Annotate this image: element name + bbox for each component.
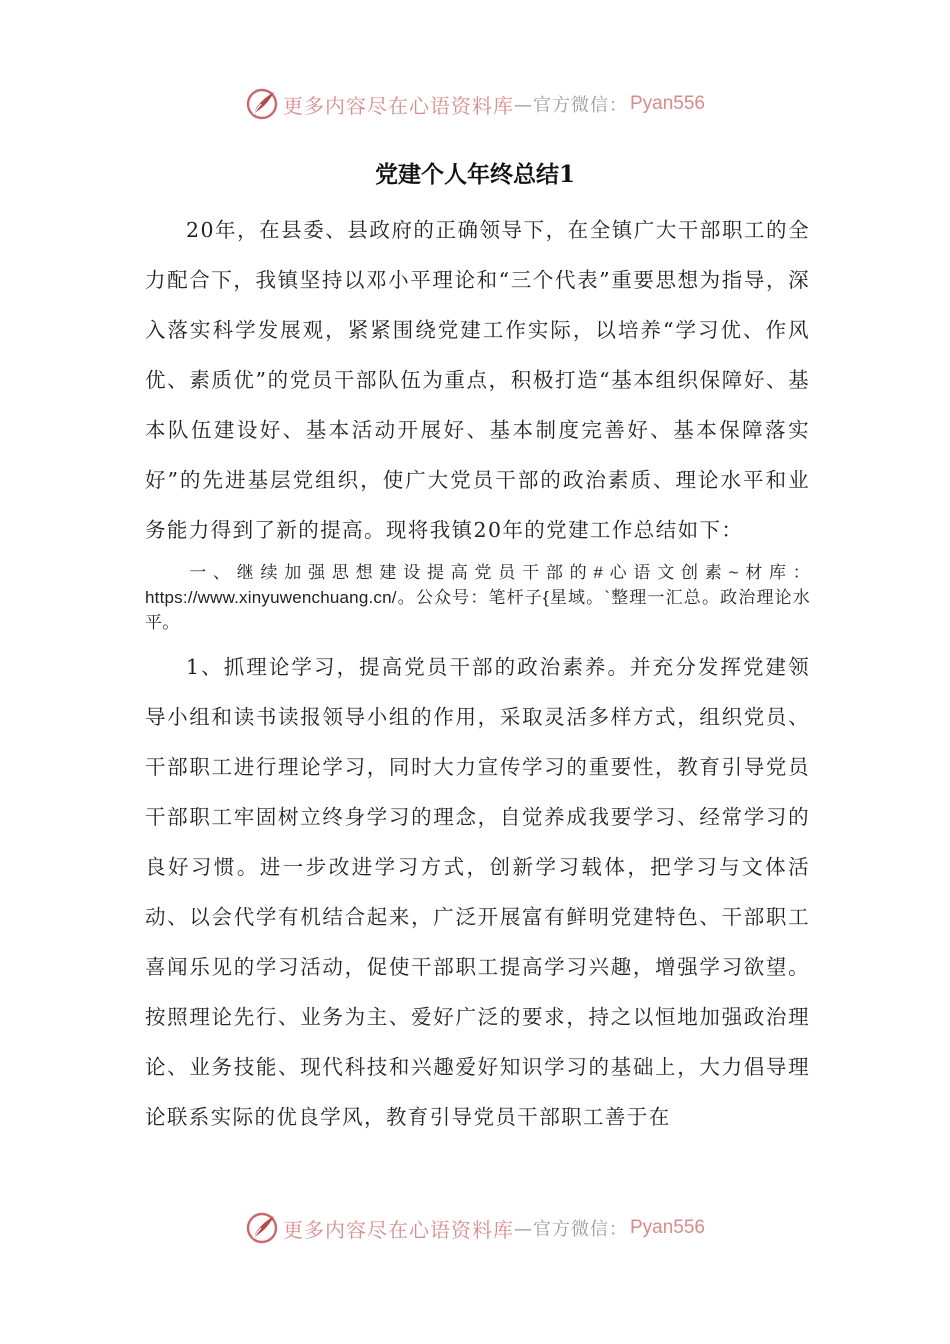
banner-sub-text: —官方微信：: [513, 95, 628, 116]
document-body: [145, 205, 810, 1142]
paragraph-theory-study: 1、抓理论学习，提高党员干部的政治素养。并充分发挥党建领导小组和读书读报领导小组的作用，采取灵活多样方式，组织党员、干部职工进行理论学习，同时大力宣传学习的重要性，教育引导党员干部职工牢固树立终身学习的理念，自觉养成我要学习、经常学习的良好习惯。进一步改进学习方式，创新学习载体，把学习与文体活动、以会代学有机结合起来，广泛开展富有鲜明党建特色、干部职工喜闻乐见的学习活动，促使干部职工提高学习兴趣，增强学习欲望。按照理论先行、业务为主、爱好广泛的要求，持之以恒地加强政治理论、业务技能、现代科技和兴趣爱好知识学习的基础上，大力倡导理论联系实际的优良学风，教育引导党员干部职工善于在: [145, 655, 810, 1129]
banner-wechat-id: Pyan556: [629, 93, 705, 114]
banner-main-text: 更多内容尽在心语资料库: [282, 93, 514, 118]
banner-sub-text: —官方微信：: [513, 1219, 628, 1240]
quill-logo-icon: [245, 1211, 279, 1245]
banner-wechat-id: Pyan556: [629, 1217, 705, 1238]
banner-main-text: 更多内容尽在心语资料库: [282, 1217, 514, 1242]
header-banner: [0, 84, 950, 124]
document-title: 党建个人年终总结1: [374, 161, 575, 188]
paragraph-intro: 20年，在县委、县政府的正确领导下，在全镇广大干部职工的全力配合下，我镇坚持以邓小平理论和“三个代表”重要思想为指导，深入落实科学发展观，紧紧围绕党建工作实际，以培养“学习优、作风优、素质优”的党员干部队伍为重点，积极打造“基本组织保障好、基本队伍建设好、基本活动开展好、基本制度完善好、基本保障落实好”的先进基层党组织，使广大党员干部的政治素质、理论水平和业务能力得到了新的提高。现将我镇20年的党建工作总结如下：: [145, 218, 810, 542]
paragraph-section-heading: 一、继续加强思想建设提高党员干部的#心语文创素~材库：https://www.xinyuwenchuang.cn/。公众号：笔杆子{星域。`整理一汇总。政治理论水平。: [145, 563, 810, 632]
quill-logo-icon: [245, 87, 279, 121]
footer-banner: [0, 1208, 950, 1248]
